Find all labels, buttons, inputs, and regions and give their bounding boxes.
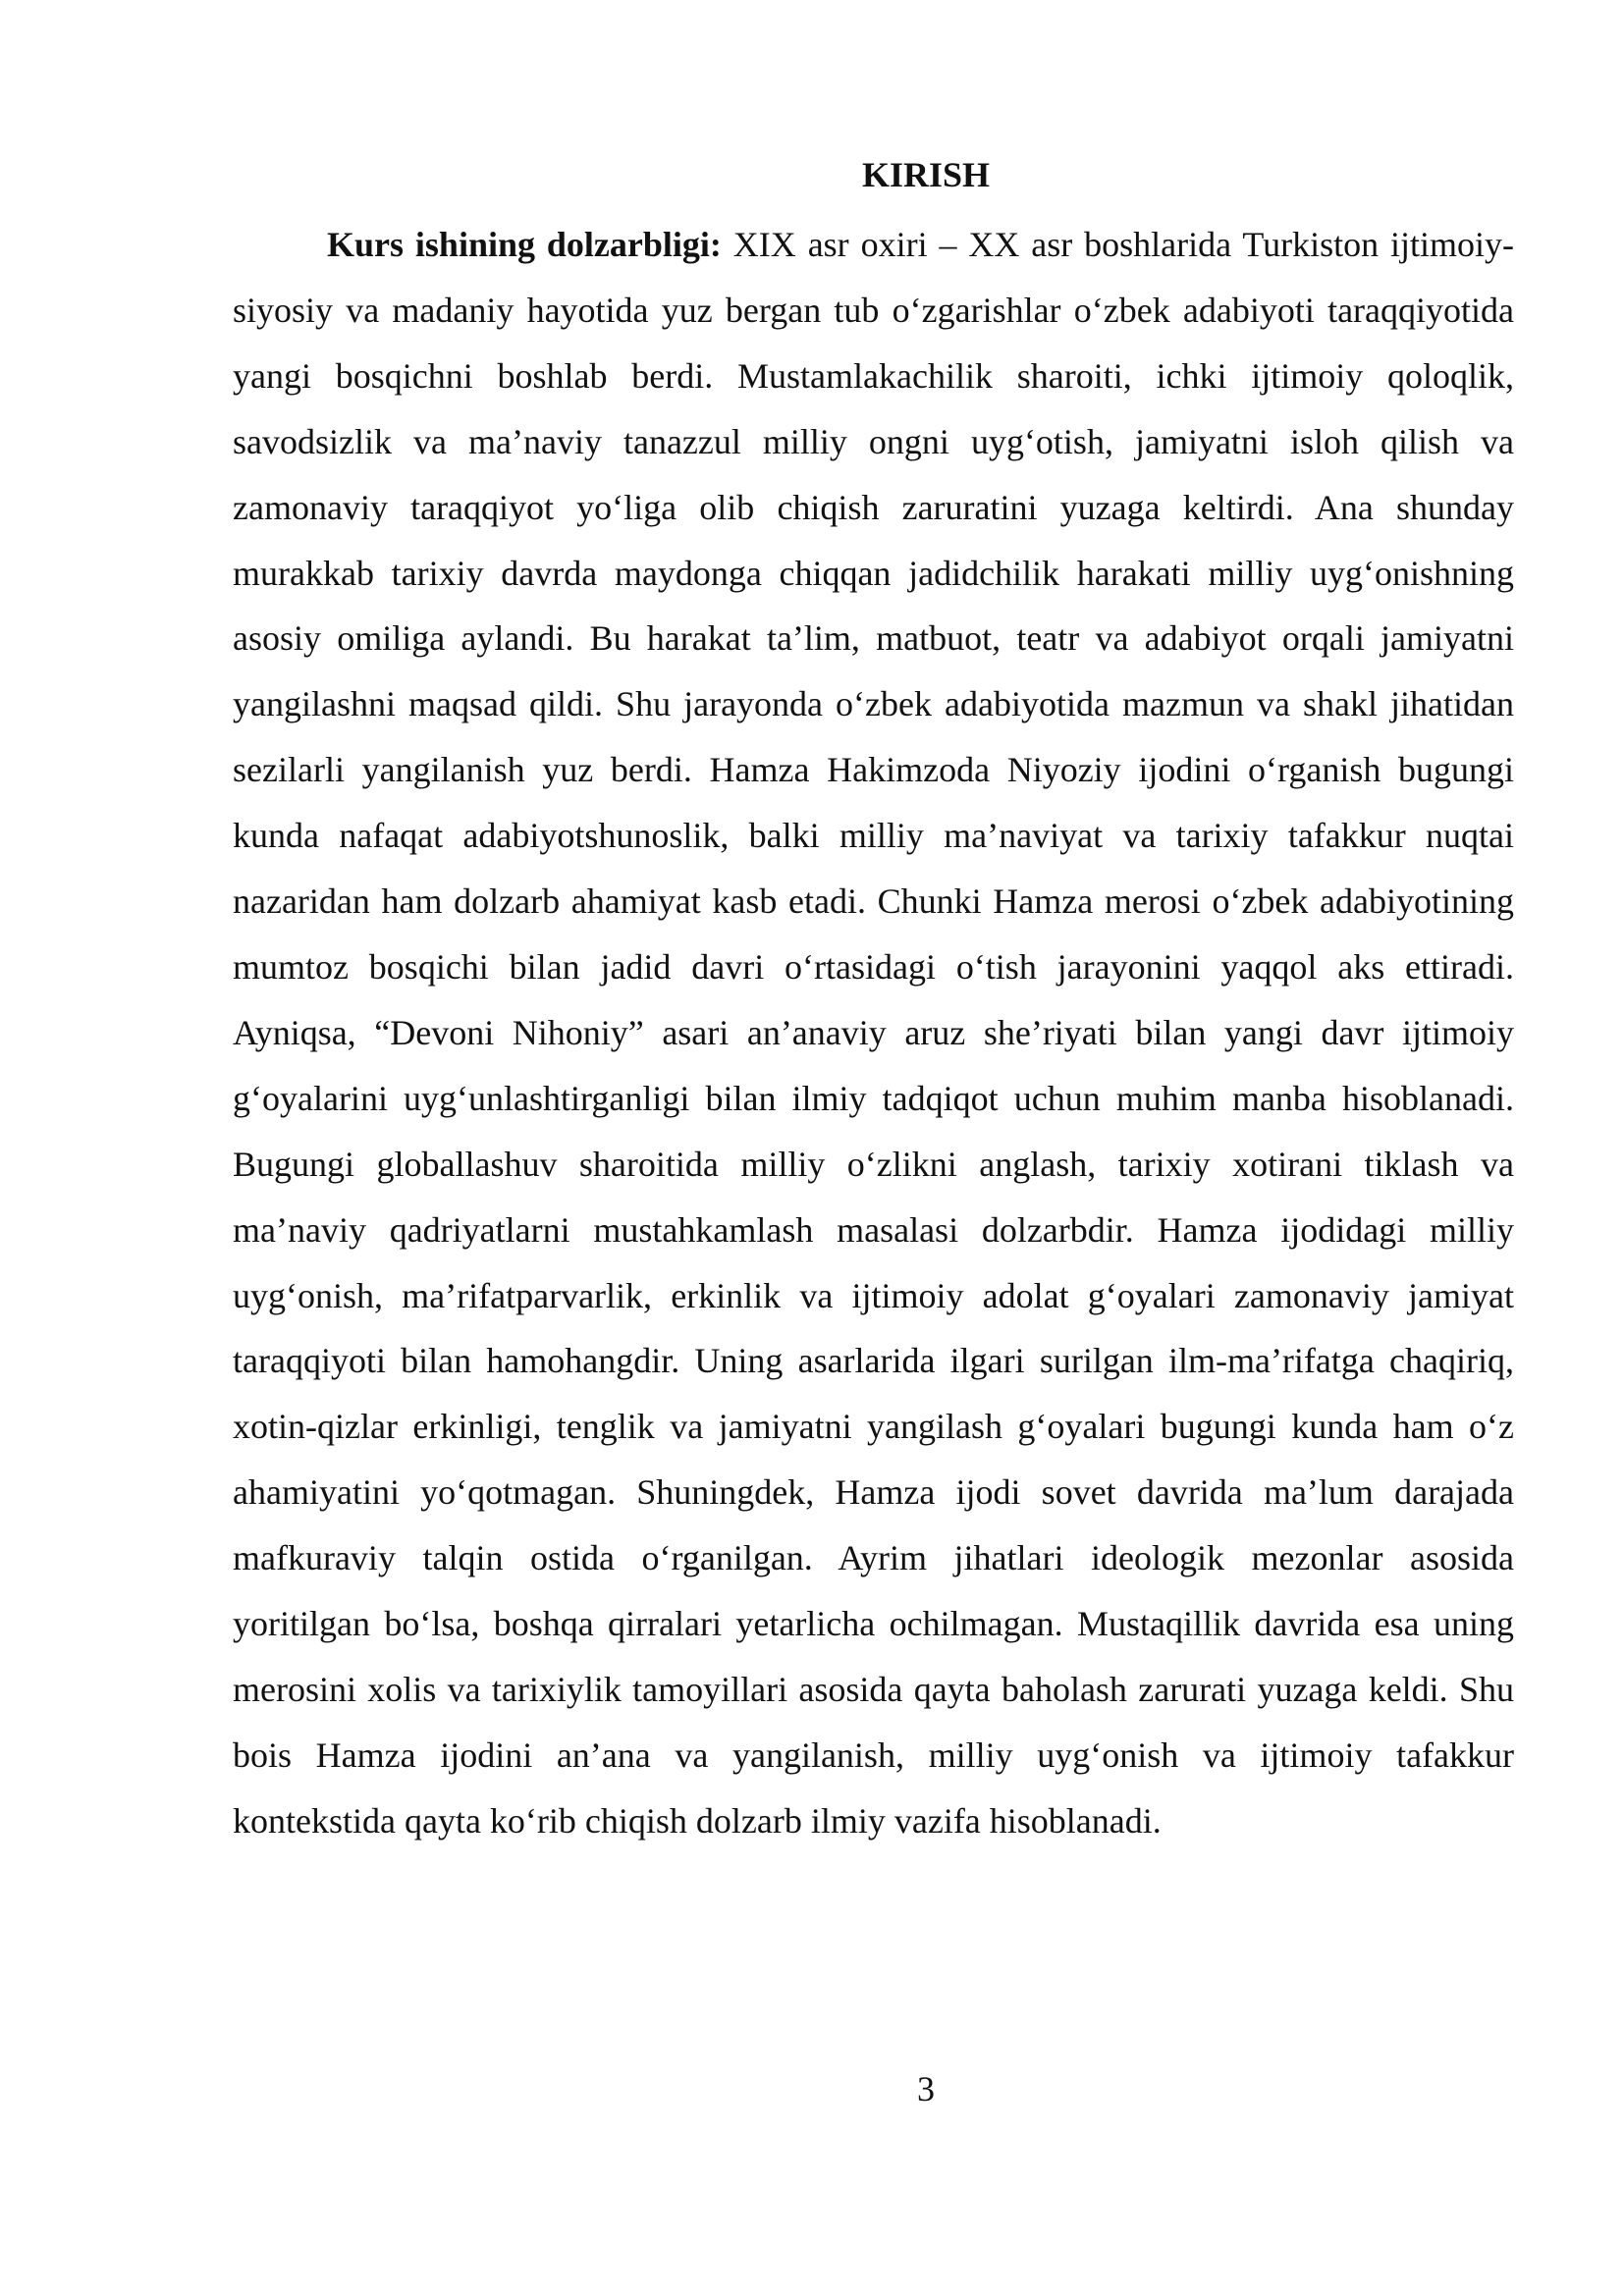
paragraph-text: XIX asr oxiri – XX asr boshlarida Turkiston ijtimoiy-siyosiy va madaniy hayotida yuz bergan tub o‘zgarishlar o‘zbek adabiyoti taraqqiyotida yangi bosqichni boshlab berdi. Mustamlakachilik sharoiti, ichki ijtimoiy qoloqlik, savodsizlik va ma’naviy tanazzul milliy ongni uyg‘otish, jamiyatni isloh qilish va zamonaviy taraqqiyot yo‘liga olib chiqish zaruratini yuzaga keltirdi. Ana shunday murakkab tarixiy davrda maydonga chiqqan jadidchilik harakati milliy uyg‘onishning asosiy omiliga aylandi. Bu harakat ta’lim, matbuot, teatr va adabiyot orqali jamiyatni yangilashni maqsad qildi. Shu jarayonda o‘zbek adabiyotida mazmun va shakl jihatidan sezilarli yangilanish yuz berdi. Hamza Hakimzoda Niyoziy ijodini o‘rganish bugungi kunda nafaqat adabiyotshunoslik, balki milliy ma’naviyat va tarixiy tafakkur nuqtai nazaridan ham dolzarb ahamiyat kasb etadi. Chunki Hamza merosi o‘zbek adabiyotining mumtoz bosqichi bilan jadid davri o‘rtasidagi o‘tish jarayonini yaqqol aks ettiradi. Ayniqsa, “Devoni Nihoniy” asari an’anaviy aruz she’riyati bilan yangi davr ijtimoiy g‘oyalarini uyg‘unlashtirganligi bilan ilmiy tadqiqot uchun muhim manba hisoblanadi. Bugungi globallashuv sharoitida milliy o‘zlikni anglash, tarixiy xotirani tiklash va ma’naviy qadriyatlarni mustahkamlash masalasi dolzarbdir. Hamza ijodidagi milliy uyg‘onish, ma’rifatparvarlik, erkinlik va ijtimoiy adolat g‘oyalari zamonaviy jamiyat taraqqiyoti bilan hamohangdir. Uning asarlarida ilgari surilgan ilm-ma’rifatga chaqiriq, xotin-qizlar erkinligi, tenglik va jamiyatni yangilash g‘oyalari bugungi kunda ham o‘z ahamiyatini yo‘qotmagan. Shuningdek, Hamza ijodi sovet davrida ma’lum darajada mafkuraviy talqin ostida o‘rganilgan. Ayrim jihatlari ideologik mezonlar asosida yoritilgan bo‘lsa, boshqa qirralari yetarlicha ochilmagan. Mustaqillik davrida esa uning merosini xolis va tarixiylik tamoyillari asosida qayta baholash zarurati yuzaga keldi. Shu bois Hamza ijodini an’ana va yangilanish, milliy uyg‘onish va ijtimoiy tafakkur kontekstida qayta ko‘rib chiqish dolzarb ilmiy vazifa hisoblanadi. (233, 225, 1514, 1841)
page-number: 3 (917, 2069, 935, 2109)
body-paragraph (233, 212, 1514, 1854)
section-heading: KIRISH (861, 155, 991, 194)
paragraph-lead: Kurs ishining dolzarbligi: (327, 225, 722, 264)
